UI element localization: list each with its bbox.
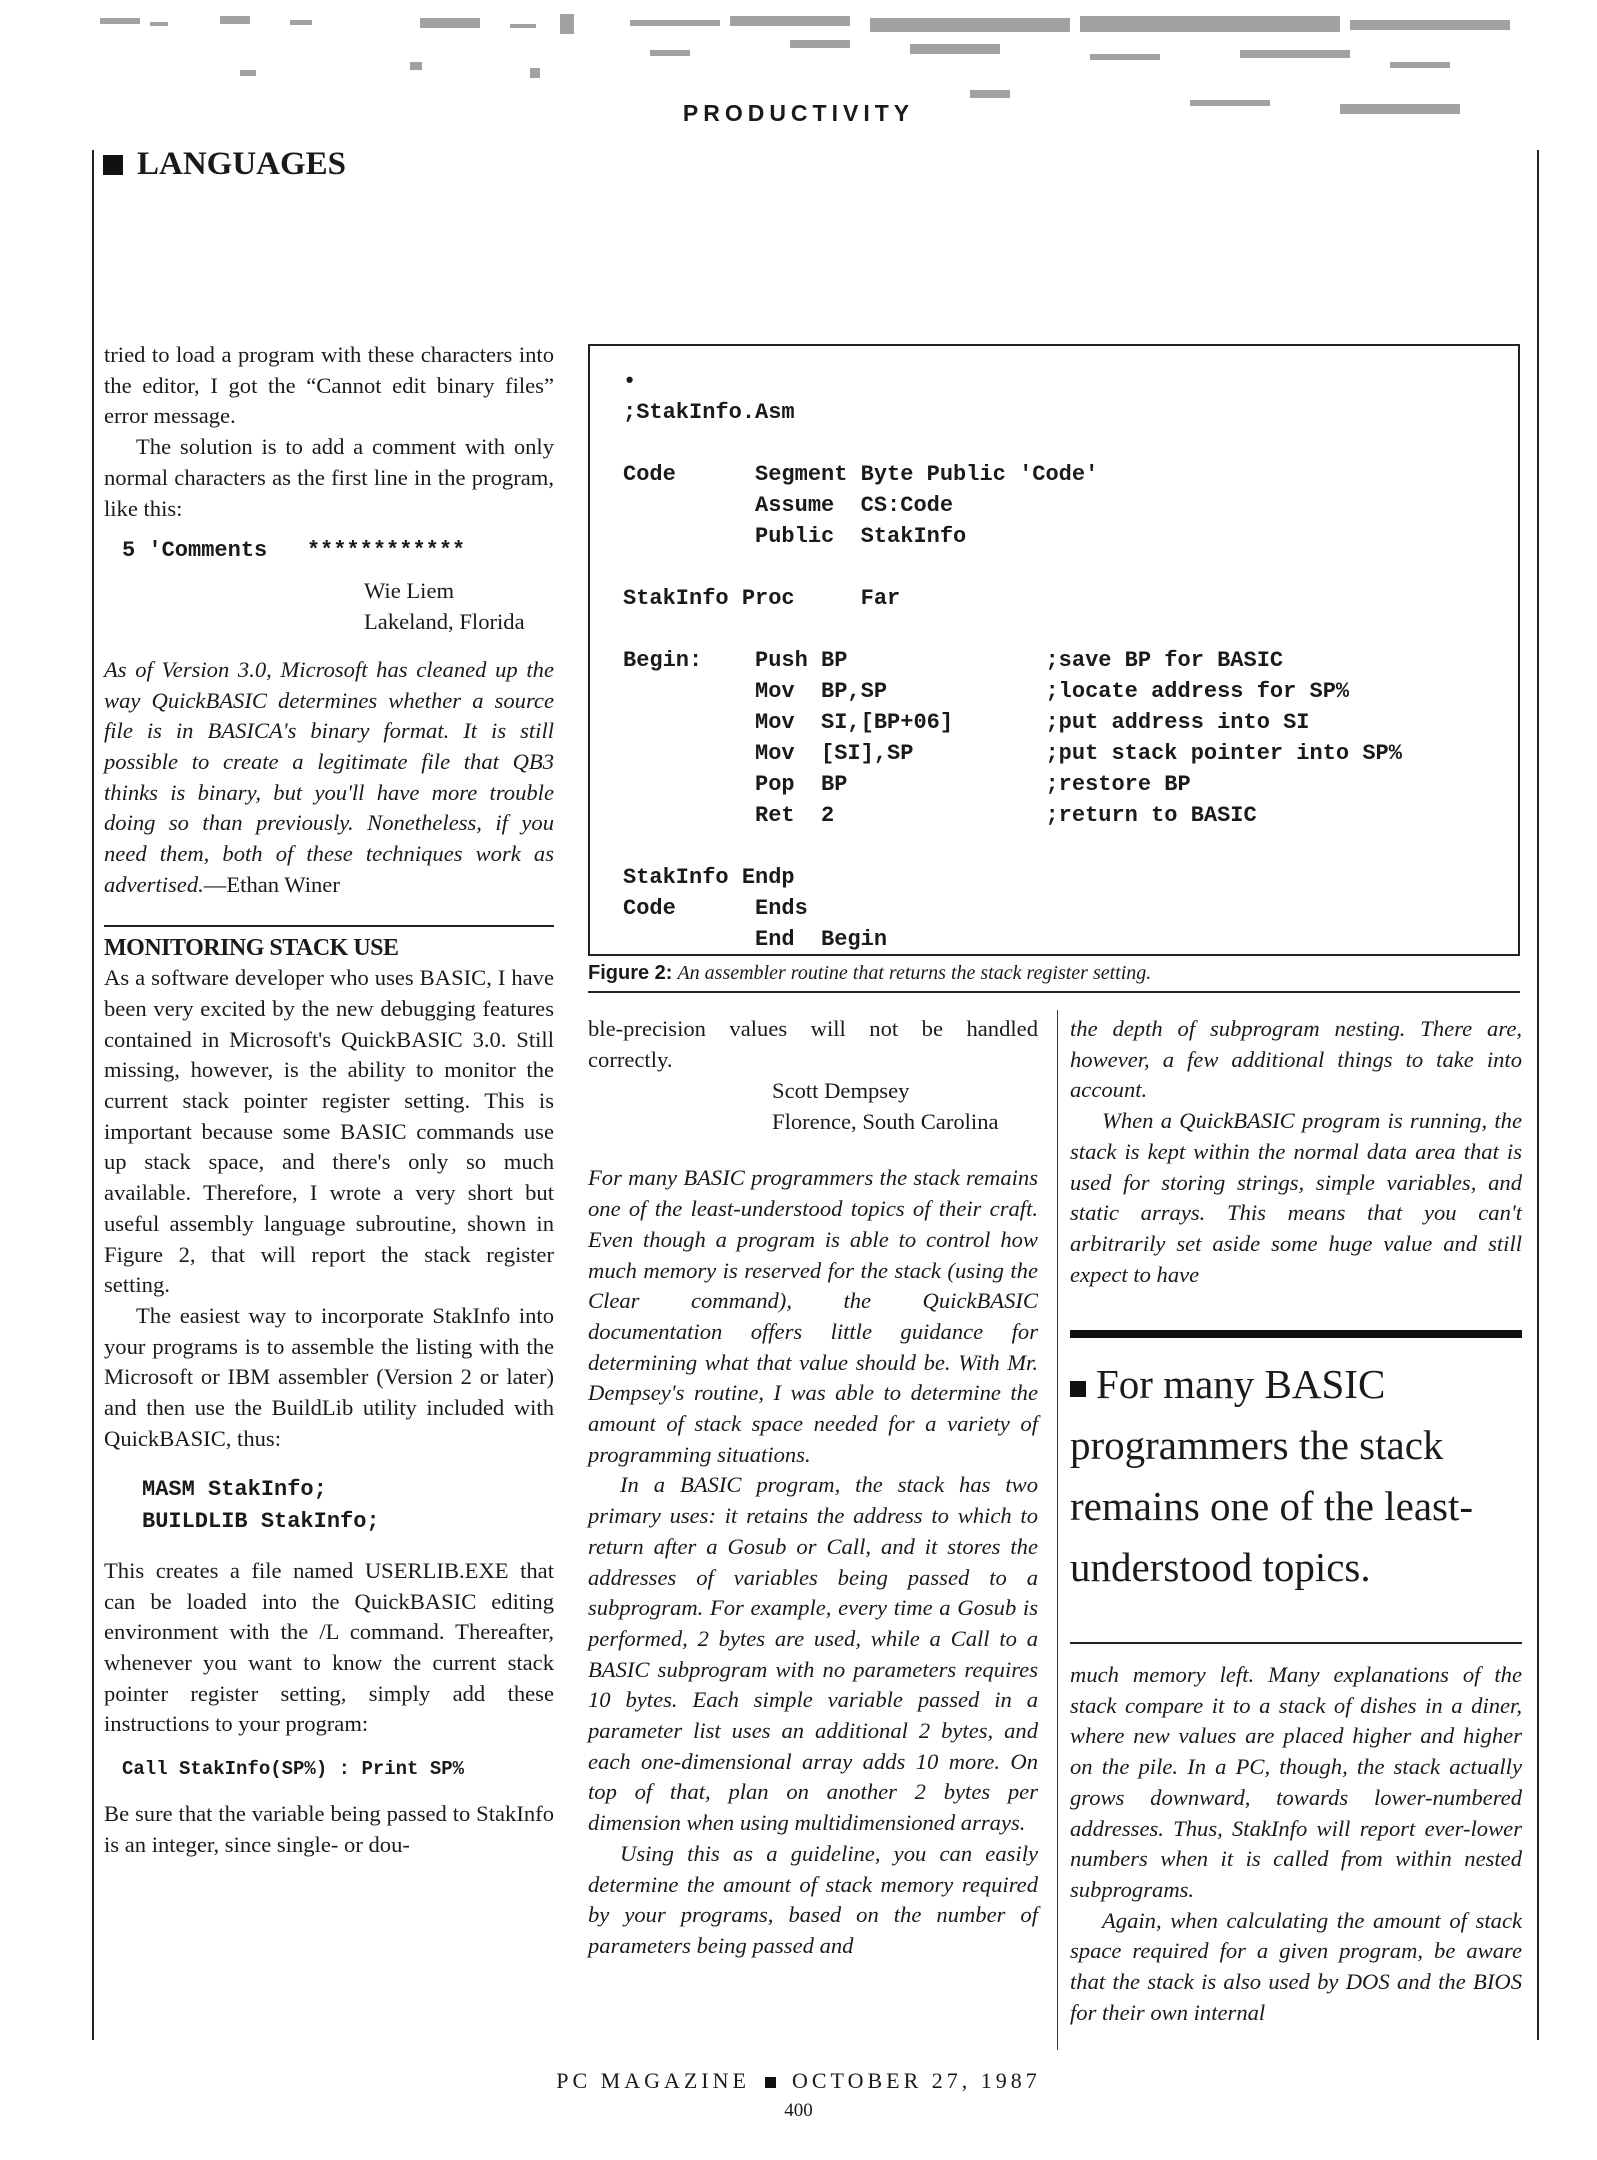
signature-name: Scott Dempsey [772, 1078, 910, 1104]
column-divider-1 [1057, 1010, 1058, 2050]
column-3-top [1070, 1014, 1522, 1290]
signature-scott-dempsey [588, 1075, 1038, 1137]
col2-italic-paragraph-2: In a BASIC program, the stack has two primary uses: it retains the address to which to return after a Gosub or Call, and it stores the addresses of variables being passed to a subprogram. For example, every time a Gosub is performed, 2 bytes are used, while a Call to a BASIC subprogram with no parameters requires 10 bytes. Each simple variable passed in a parameter list uses an additional 2 bytes, and each one-dimensional array adds 10 more. On top of that, plan on another 2 bytes per dimension when using multidimensioned arrays. [588, 1472, 1038, 1836]
code-masm-line: MASM StakInfo; [142, 1476, 327, 1502]
signature-place: Lakeland, Florida [364, 608, 525, 634]
figure-caption-label: Figure 2: [588, 962, 673, 984]
col1-sure-paragraph: Be sure that the variable being passed to StakInfo is an integer, since single- or dou- [104, 1800, 554, 1857]
col3-italic-paragraph-4: Again, when calculating the amount of stack space required for a given program, be aware that the stack is also used by DOS and the BIOS for their own internal [1070, 1907, 1522, 2025]
section-label: PRODUCTIVITY [682, 100, 915, 126]
code-buildlib-line: BUILDLIB StakInfo; [142, 1509, 380, 1535]
frame-rule-left [92, 150, 94, 2040]
col1-solution-paragraph: The solution is to add a comment with only normal characters as the first line in the program, like this: [104, 434, 554, 521]
col2-continuation-paragraph: ble-precision values will not be handled correctly. [588, 1016, 1038, 1072]
page-number: 400 [784, 2100, 813, 2121]
col3-italic-paragraph-2: When a QuickBASIC program is running, the stack is kept within the normal data area that is used for storing strings, simple variables, and static arrays. This means that you can't arbitrarily set aside some huge value and still expect to have [1070, 1108, 1522, 1287]
col1-creates-paragraph: This creates a file named USERLIB.EXE that can be loaded into the QuickBASIC editing environment with the /L command. Thereafter, whenever you want to know the current stack pointer register setting, simply add these instructions to your program: [104, 1557, 554, 1737]
col2-italic-paragraph-3: Using this as a guideline, you can easily determine the amount of stack memory required by your programs, based on the number of parameters being passed and [588, 1840, 1038, 1958]
square-bullet-icon [765, 2077, 776, 2088]
section-heading-text: LANGUAGES [137, 146, 347, 182]
square-bullet-icon [103, 155, 123, 175]
footer [0, 2068, 1597, 2094]
column-3-bottom [1070, 1660, 1522, 2028]
editor-note-signoff: —Ethan Winer [203, 871, 340, 897]
editor-note-text: As of Version 3.0, Microsoft has cleaned up the way QuickBASIC determines whether a source file is in BASICA's binary format. It is still possible to create a legitimate file that QB3 thinks is binary, but you'll have more trouble doing so than previously. Nonetheless, if you need them, both of these techniques work as advertised. [104, 656, 554, 897]
figure-2-caption [588, 962, 1520, 993]
pull-quote-top-rule [1070, 1330, 1522, 1338]
code-call-line: Call StakInfo(SP%) : Print SP% [122, 1758, 465, 1781]
col2-italic-paragraph-1: For many BASIC programmers the stack remains one of the least-understood topics of their craft. Even though a program is able to control how much memory is reserved for the stack (using the Clear command), the QuickBASIC documentation offers little guidance for determining what that value should be. With Mr. Dempsey's routine, I was able to determine the amount of stack space needed for a variety of programming situations. [588, 1165, 1038, 1467]
code-comment-line: 5 'Comments ************ [122, 538, 466, 564]
column-2 [588, 1014, 1038, 1962]
footer-date: OCTOBER 27, 1987 [791, 2068, 1041, 2093]
col3-italic-paragraph-1: the depth of subprogram nesting. There are, however, a few additional things to take into account. [1070, 1016, 1522, 1103]
signature-place: Florence, South Carolina [772, 1109, 999, 1135]
signature-wie-liem [104, 575, 554, 637]
square-bullet-icon [1070, 1381, 1086, 1397]
column-1 [104, 340, 554, 1860]
pull-quote-bottom-rule [1070, 1642, 1522, 1644]
figure-caption-text: An assembler routine that returns the stack register setting. [677, 962, 1152, 984]
figure-2-code-listing: • ;StakInfo.Asm Code Segment Byte Public 'Code' Assume CS:Code Public StakInfo StakInfo Proc Far Begin: Push BP ;save BP for BASIC Mov BP,SP ;locate address for SP% Mov SI,[BP+06] ;put address into SI Mov [SI],SP ;put stack pointer into SP% Pop BP ;restore BP Ret 2 ;return to BASIC StakInfo Endp Code Ends End Begin [623, 369, 1402, 952]
pull-quote [1070, 1354, 1522, 1598]
col1-incorporate-paragraph: The easiest way to incorporate StakInfo into your programs is to assemble the listing with the Microsoft or IBM assembler (Version 2 or later) and then use the BuildLib utility included with QuickBASIC, thus: [104, 1302, 554, 1451]
editor-note [104, 655, 554, 901]
col1-monitor-paragraph: As a software developer who uses BASIC, I have been very excited by the new debugging features contained in Microsoft's QuickBASIC 3.0. Still missing, however, is the ability to monitor the current stack pointer register setting. This is important because some BASIC commands use up stack space, and there's only so much available. Therefore, I wrote a very short but useful assembly language subroutine, shown in Figure 2, that will report the stack register setting. [104, 965, 554, 1298]
subhead-monitoring-stack-use: MONITORING STACK USE [104, 925, 554, 964]
footer-publication: PC MAGAZINE [556, 2068, 750, 2093]
section-heading [103, 146, 346, 183]
signature-name: Wie Liem [364, 577, 455, 603]
figure-2-code-box [588, 344, 1520, 956]
frame-rule-right [1537, 150, 1539, 2040]
pull-quote-text: For many BASIC programmers the stack remains one of the least-understood topics. [1070, 1361, 1474, 1590]
col1-intro-paragraph: tried to load a program with these characters into the editor, I got the “Cannot edit binary files” error message. [104, 342, 554, 429]
col3-italic-paragraph-3: much memory left. Many explanations of the stack compare it to a stack of dishes in a diner, where new values are placed higher and higher on the pile. In a PC, though, the stack actually grows downward, towards lower-numbered addresses. Thus, StakInfo will report ever-lower numbers when it is called from within nested subprograms. [1070, 1662, 1522, 1902]
